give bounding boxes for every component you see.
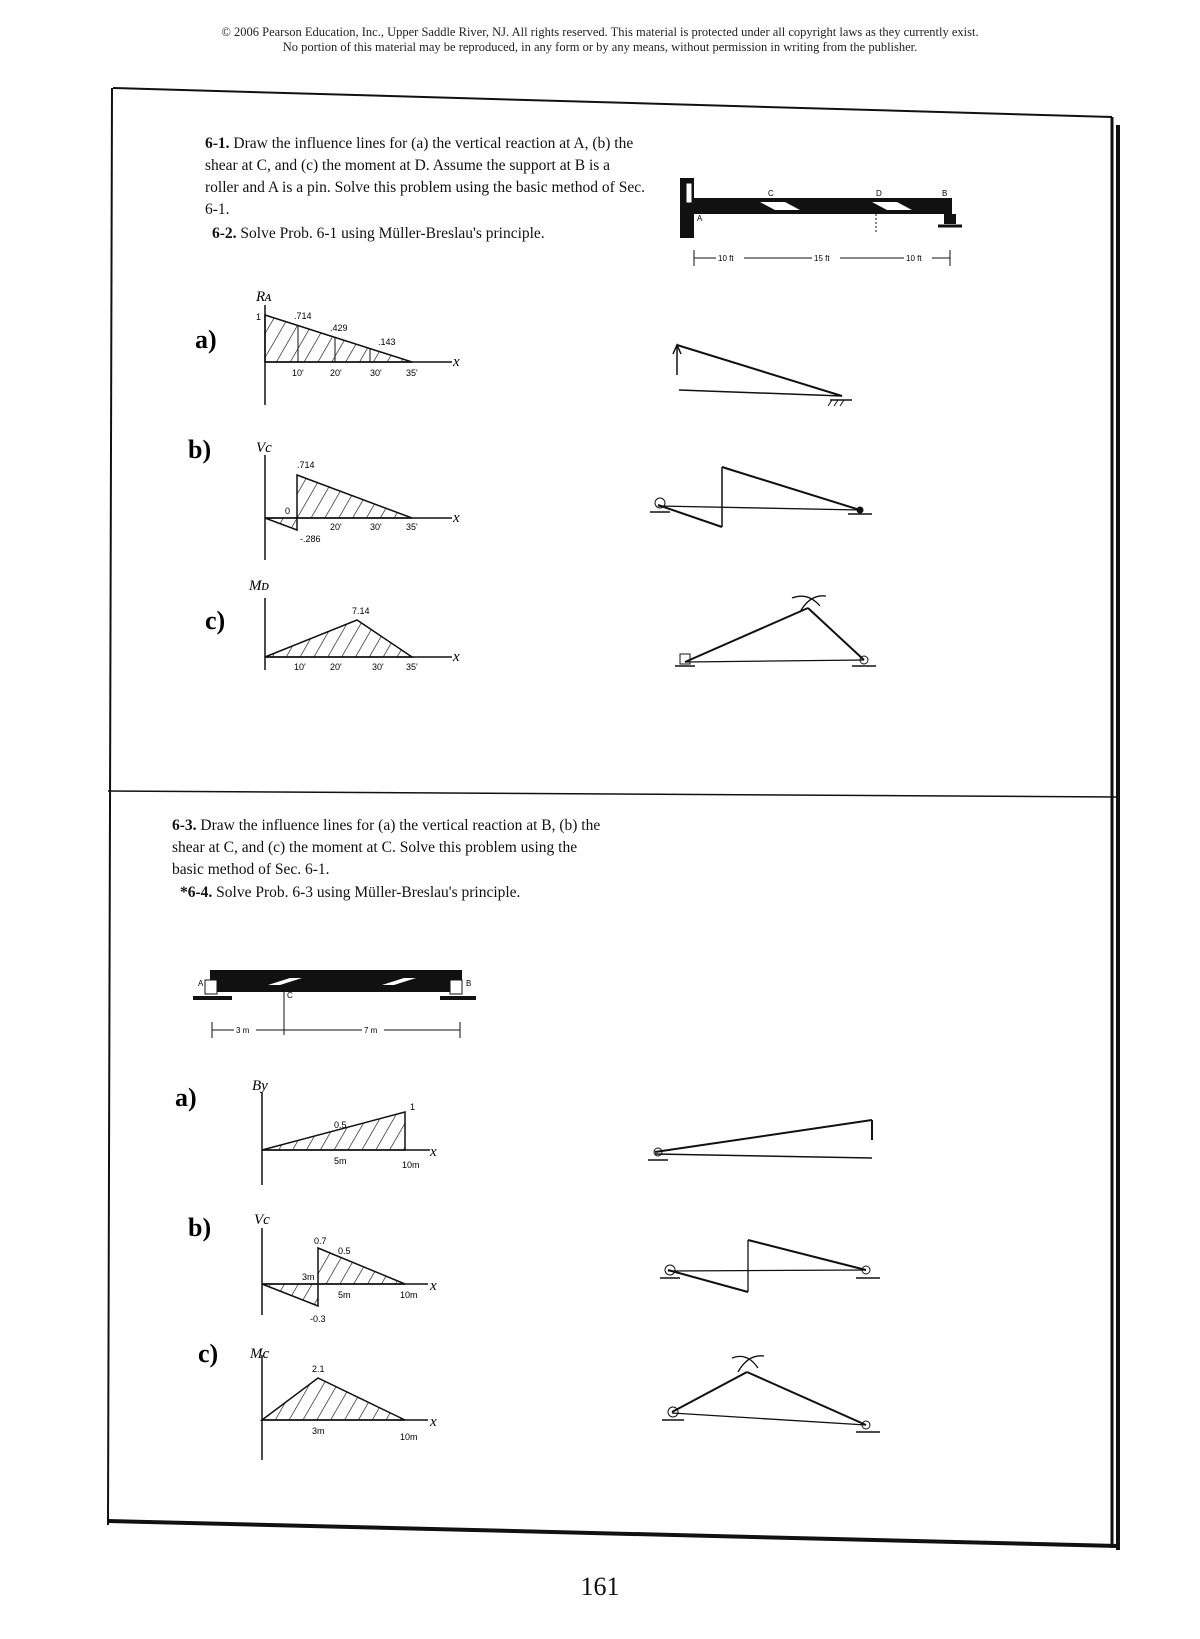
influence-line-6-3-c bbox=[198, 1339, 437, 1460]
beam-label-d: D bbox=[876, 189, 882, 198]
value-label: 1 bbox=[256, 312, 262, 322]
value-label: .143 bbox=[378, 337, 396, 347]
copyright-line-2: No portion of this material may be reproduced, in any form or by any means, without permission in writing from the publisher. bbox=[282, 40, 918, 54]
problem-text: Solve Prob. 6-3 using Müller-Breslau's principle. bbox=[216, 884, 521, 901]
deflected-shape-6-3-b bbox=[660, 1240, 880, 1292]
value-label: 1 bbox=[410, 1102, 416, 1112]
tick-label: 30' bbox=[370, 522, 382, 532]
dim-label: 10 ft bbox=[718, 254, 734, 263]
influence-line-6-1-b bbox=[188, 435, 460, 560]
value-label: -.286 bbox=[300, 534, 321, 544]
axis-label-x: x bbox=[453, 510, 460, 526]
axis-label-x: x bbox=[430, 1278, 437, 1294]
deflected-shape-6-1-a bbox=[673, 345, 852, 406]
beam bbox=[694, 198, 952, 214]
tick-label: 20' bbox=[330, 368, 342, 378]
beam-label-c: C bbox=[287, 991, 293, 1000]
value-label: 7.14 bbox=[352, 606, 370, 616]
beam bbox=[210, 970, 462, 992]
value-label: .714 bbox=[294, 311, 312, 321]
tick-label: 20' bbox=[330, 522, 342, 532]
tick-label: 30' bbox=[372, 662, 384, 672]
problem-text: Solve Prob. 6-1 using Müller-Breslau's principle. bbox=[240, 225, 545, 242]
problem-text: Draw the influence lines for (a) the vertical reaction at B, (b) the shear at C, and (c) the moment at C. Solve this problem using the basic method of Sec. 6-1. bbox=[172, 817, 601, 878]
beam-label-b: B bbox=[466, 979, 472, 988]
dim-label: 7 m bbox=[364, 1026, 378, 1035]
value-label: .714 bbox=[297, 460, 315, 470]
beam-label-a: A bbox=[697, 214, 703, 223]
influence-line-6-1-c bbox=[205, 578, 460, 672]
influence-line-6-3-a bbox=[175, 1078, 437, 1185]
deflected-shape-6-3-c bbox=[662, 1356, 880, 1432]
problem-number: 6-1. bbox=[205, 135, 230, 152]
value-label: 0.5 bbox=[334, 1120, 347, 1130]
axis-label-y: Vc bbox=[254, 1212, 270, 1228]
beam-figure-6-1 bbox=[680, 178, 962, 266]
influence-line-6-1-a bbox=[195, 289, 460, 405]
axis-label-y: Mc bbox=[250, 1346, 270, 1362]
dim-label: 10 ft bbox=[906, 254, 922, 263]
value-label: .429 bbox=[330, 323, 348, 333]
tick-label: 10m bbox=[400, 1290, 418, 1300]
tick-label: 10' bbox=[294, 662, 306, 672]
dim-label: 15 ft bbox=[814, 254, 830, 263]
problem-number: *6-4. bbox=[180, 884, 213, 901]
tick-label: 20' bbox=[330, 662, 342, 672]
part-label-a: a) bbox=[195, 325, 217, 354]
beam-label-b: B bbox=[942, 189, 948, 198]
axis-label-y: By bbox=[252, 1078, 268, 1094]
dim-label: 3 m bbox=[236, 1026, 250, 1035]
tick-label: 30' bbox=[370, 368, 382, 378]
value-label: 2.1 bbox=[312, 1364, 325, 1374]
tick-label: 35' bbox=[406, 522, 418, 532]
tick-label: 10m bbox=[402, 1160, 420, 1170]
part-label-c: c) bbox=[198, 1339, 219, 1368]
part-label-a: a) bbox=[175, 1083, 197, 1112]
tick-label: 10m bbox=[400, 1432, 418, 1442]
axis-label-y: Rᴀ bbox=[256, 289, 272, 305]
influence-line-6-3-b bbox=[188, 1212, 437, 1324]
problem-number: 6-3. bbox=[172, 817, 197, 834]
page-number: 161 bbox=[580, 1572, 620, 1601]
tick-label: 35' bbox=[406, 662, 418, 672]
problem-number: 6-2. bbox=[212, 225, 237, 242]
deflected-shape-6-1-b bbox=[650, 467, 872, 527]
deflected-shape-6-3-a bbox=[648, 1120, 872, 1160]
axis-label-x: x bbox=[430, 1414, 437, 1430]
part-label-b: b) bbox=[188, 1213, 212, 1242]
tick-label: 3m bbox=[302, 1272, 315, 1282]
copyright-line-1: © 2006 Pearson Education, Inc., Upper Saddle River, NJ. All rights reserved. This material is protected under all copyright laws as they currently exist. bbox=[221, 25, 979, 39]
value-label: 0 bbox=[285, 506, 291, 516]
tick-label: 35' bbox=[406, 368, 418, 378]
problem-text: Draw the influence lines for (a) the vertical reaction at A, (b) the shear at C, and (c) the moment at D. Assume the support at B is a roller and A is a pin. Solve this problem using the basic method of Sec. 6-1. bbox=[205, 135, 645, 218]
part-label-c: c) bbox=[205, 606, 226, 635]
tick-label: 5m bbox=[334, 1156, 347, 1166]
tick-label: 10' bbox=[292, 368, 304, 378]
part-label-b: b) bbox=[188, 435, 212, 464]
deflected-shape-6-1-c bbox=[675, 596, 876, 666]
value-label: 0.7 bbox=[314, 1236, 327, 1246]
axis-label-x: x bbox=[453, 649, 460, 665]
axis-label-y: Vc bbox=[256, 440, 272, 456]
value-label: -0.3 bbox=[310, 1314, 326, 1324]
value-label: 0.5 bbox=[338, 1246, 351, 1256]
axis-label-y: Mᴅ bbox=[249, 578, 270, 594]
beam-label-c: C bbox=[768, 189, 774, 198]
tick-label: 5m bbox=[338, 1290, 351, 1300]
axis-label-x: x bbox=[430, 1144, 437, 1160]
beam-figure-6-3 bbox=[193, 970, 476, 1038]
page-frame bbox=[108, 88, 1118, 1550]
beam-label-a: A bbox=[198, 979, 204, 988]
tick-label: 3m bbox=[312, 1426, 325, 1436]
axis-label-x: x bbox=[453, 354, 460, 370]
